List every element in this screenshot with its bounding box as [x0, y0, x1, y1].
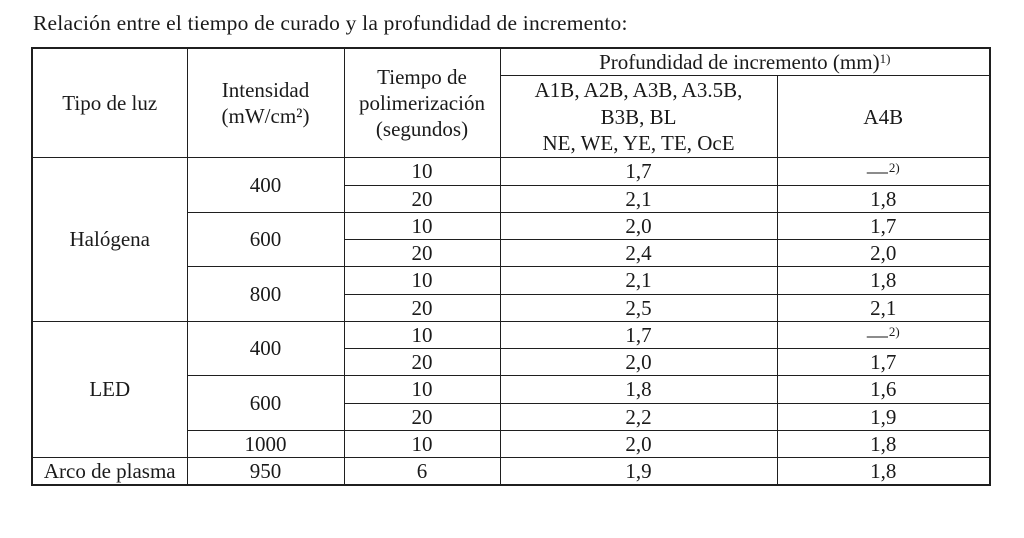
cell-intensity: 600 [187, 376, 344, 431]
table-row [32, 158, 990, 185]
header-profundidad [500, 48, 990, 76]
cell-time: 10 [344, 212, 500, 239]
cell-a4b-depth: 1,8 [777, 185, 990, 212]
cell-shade-depth: 2,2 [500, 403, 777, 430]
cell-time: 20 [344, 240, 500, 267]
cell-shade-depth: 1,7 [500, 158, 777, 185]
cell-a4b-depth [777, 321, 990, 348]
cell-a4b-depth: 2,1 [777, 294, 990, 321]
header-shade-group [500, 76, 777, 158]
cell-intensity: 950 [187, 458, 344, 486]
cell-time: 6 [344, 458, 500, 486]
header-row-1 [32, 48, 990, 76]
header-intensidad [187, 48, 344, 158]
cell-a4b-depth: 1,8 [777, 267, 990, 294]
cell-time: 10 [344, 376, 500, 403]
cell-time: 10 [344, 430, 500, 457]
cell-light-type: LED [32, 321, 187, 457]
cell-shade-depth: 2,4 [500, 240, 777, 267]
cell-time: 20 [344, 294, 500, 321]
cell-a4b-depth: 2,0 [777, 240, 990, 267]
header-intensidad-line2: (mW/cm²) [221, 104, 310, 129]
cell-shade-depth: 2,0 [500, 349, 777, 376]
cell-a4b-depth: 1,7 [777, 212, 990, 239]
cell-shade-depth: 1,9 [500, 458, 777, 486]
cell-time: 20 [344, 403, 500, 430]
header-tiempo-line2: polimerización [359, 91, 485, 115]
footnote-marker-2: 2) [888, 323, 900, 339]
header-shade-line3: NE, WE, YE, TE, OcE [542, 130, 735, 155]
cell-time: 20 [344, 349, 500, 376]
cell-a4b-depth: 1,9 [777, 403, 990, 430]
cell-intensity: 400 [187, 158, 344, 213]
footnote-marker-1: 1) [879, 51, 891, 66]
cell-a4b-depth: 1,7 [777, 349, 990, 376]
cell-shade-depth: 1,8 [500, 376, 777, 403]
cell-a4b-depth: 1,8 [777, 430, 990, 457]
cell-time: 10 [344, 158, 500, 185]
cell-time: 10 [344, 321, 500, 348]
cell-shade-depth: 2,0 [500, 212, 777, 239]
cell-a4b-depth: 1,8 [777, 458, 990, 486]
cell-time: 20 [344, 185, 500, 212]
table-row [32, 321, 990, 348]
table-row [32, 458, 990, 486]
footnote-marker-2: 2) [888, 160, 900, 176]
header-shade-line2: B3B, BL [600, 104, 677, 129]
cell-time: 10 [344, 267, 500, 294]
curing-depth-table [31, 47, 991, 486]
cell-intensity: 400 [187, 321, 344, 376]
header-tiempo-polimerizacion [344, 48, 500, 158]
cell-shade-depth: 2,1 [500, 185, 777, 212]
cell-shade-depth: 2,0 [500, 430, 777, 457]
no-value-dash: — [866, 159, 889, 184]
header-shade-line1: A1B, A2B, A3B, A3.5B, [534, 78, 743, 103]
header-tipo-de-luz: Tipo de luz [32, 48, 187, 158]
header-tiempo-line3: (segundos) [375, 117, 469, 142]
cell-intensity: 800 [187, 267, 344, 322]
cell-a4b-depth: 1,6 [777, 376, 990, 403]
cell-intensity: 600 [187, 212, 344, 267]
header-tiempo-line1: Tiempo de [377, 64, 467, 89]
cell-shade-depth: 2,5 [500, 294, 777, 321]
cell-a4b-depth [777, 158, 990, 185]
no-value-dash: — [866, 322, 889, 347]
cell-light-type: Halógena [32, 158, 187, 322]
cell-shade-depth: 2,1 [500, 267, 777, 294]
cell-intensity: 1000 [187, 430, 344, 457]
header-a4b: A4B [777, 76, 990, 158]
header-profundidad-text: Profundidad de incremento (mm) [599, 50, 880, 74]
header-intensidad-line1: Intensidad [221, 77, 310, 102]
cell-light-type: Arco de plasma [32, 458, 187, 486]
page-title: Relación entre el tiempo de curado y la profundidad de incremento: [33, 11, 628, 35]
cell-shade-depth: 1,7 [500, 321, 777, 348]
